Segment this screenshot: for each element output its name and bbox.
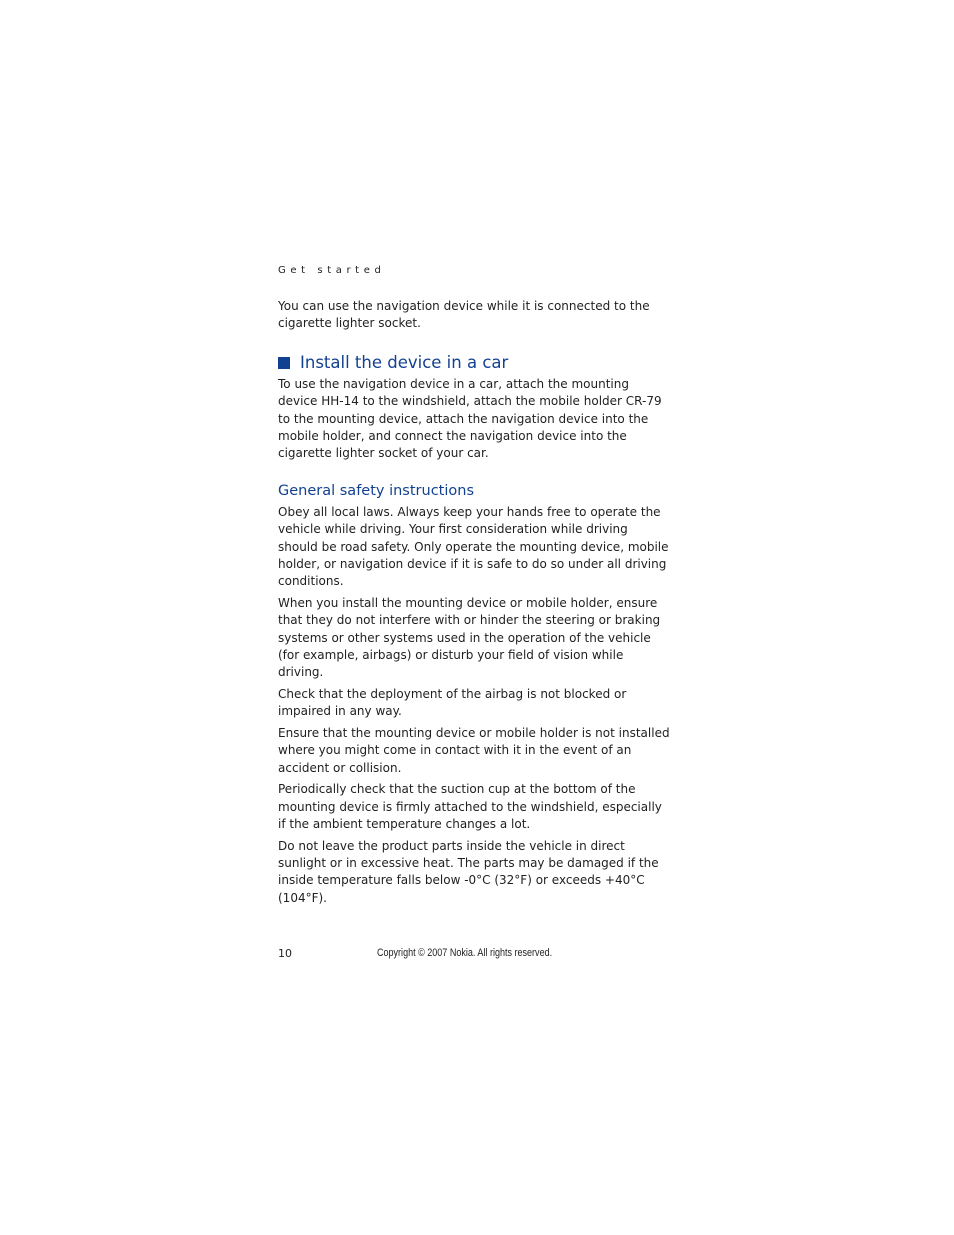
section-heading-text: Install the device in a car [300,353,509,372]
subheading-safety: General safety instructions [278,483,475,499]
safety-paragraph: Do not leave the product parts inside the vehicle in direct sunlight or in excessive heat. The parts may be damaged if the inside temperature falls below -0°C (32°F) or exceeds +40°C (104°F). [278,838,659,905]
running-header: Get started [278,265,386,276]
safety-block [278,504,670,912]
safety-paragraph: Check that the deployment of the airbag is not blocked or impaired in any way. [278,686,627,719]
safety-paragraph: Periodically check that the suction cup at the bottom of the mounting device is firmly attached to the windshield, especially if the ambient temperature changes a lot. [278,782,662,832]
safety-paragraph: When you install the mounting device or mobile holder, ensure that they do not interfere with or hinder the steering or braking systems or other systems used in the operation of the vehicle (for example, airbags) or disturb your field of vision while driving. [278,595,661,680]
intro-paragraph: You can use the navigation device while it is connected to the cigarette lighter socket. [278,299,650,331]
install-block [278,376,670,462]
intro-block [278,298,670,333]
safety-paragraph: Ensure that the mounting device or mobile holder is not installed where you might come in contact with it in the event of an accident or collision. [278,726,670,775]
page-number: 10 [278,947,292,960]
copyright-notice: Copyright © 2007 Nokia. All rights reserved. [377,947,553,959]
section-heading-install [278,352,508,374]
square-bullet-icon [278,357,290,369]
install-paragraph: To use the navigation device in a car, attach the mounting device HH-14 to the windshield, attach the mobile holder CR-79 to the mounting device, attach the navigation device into the mobile holder, and connect the navigation device into the cigarette lighter socket of your car. [278,377,662,461]
safety-paragraph: Obey all local laws. Always keep your hands free to operate the vehicle while driving. Your first consideration while driving should be road safety. Only operate the mounting device, mobile holder, or navigation device if it is safe to do so under all driving conditions. [278,505,669,589]
